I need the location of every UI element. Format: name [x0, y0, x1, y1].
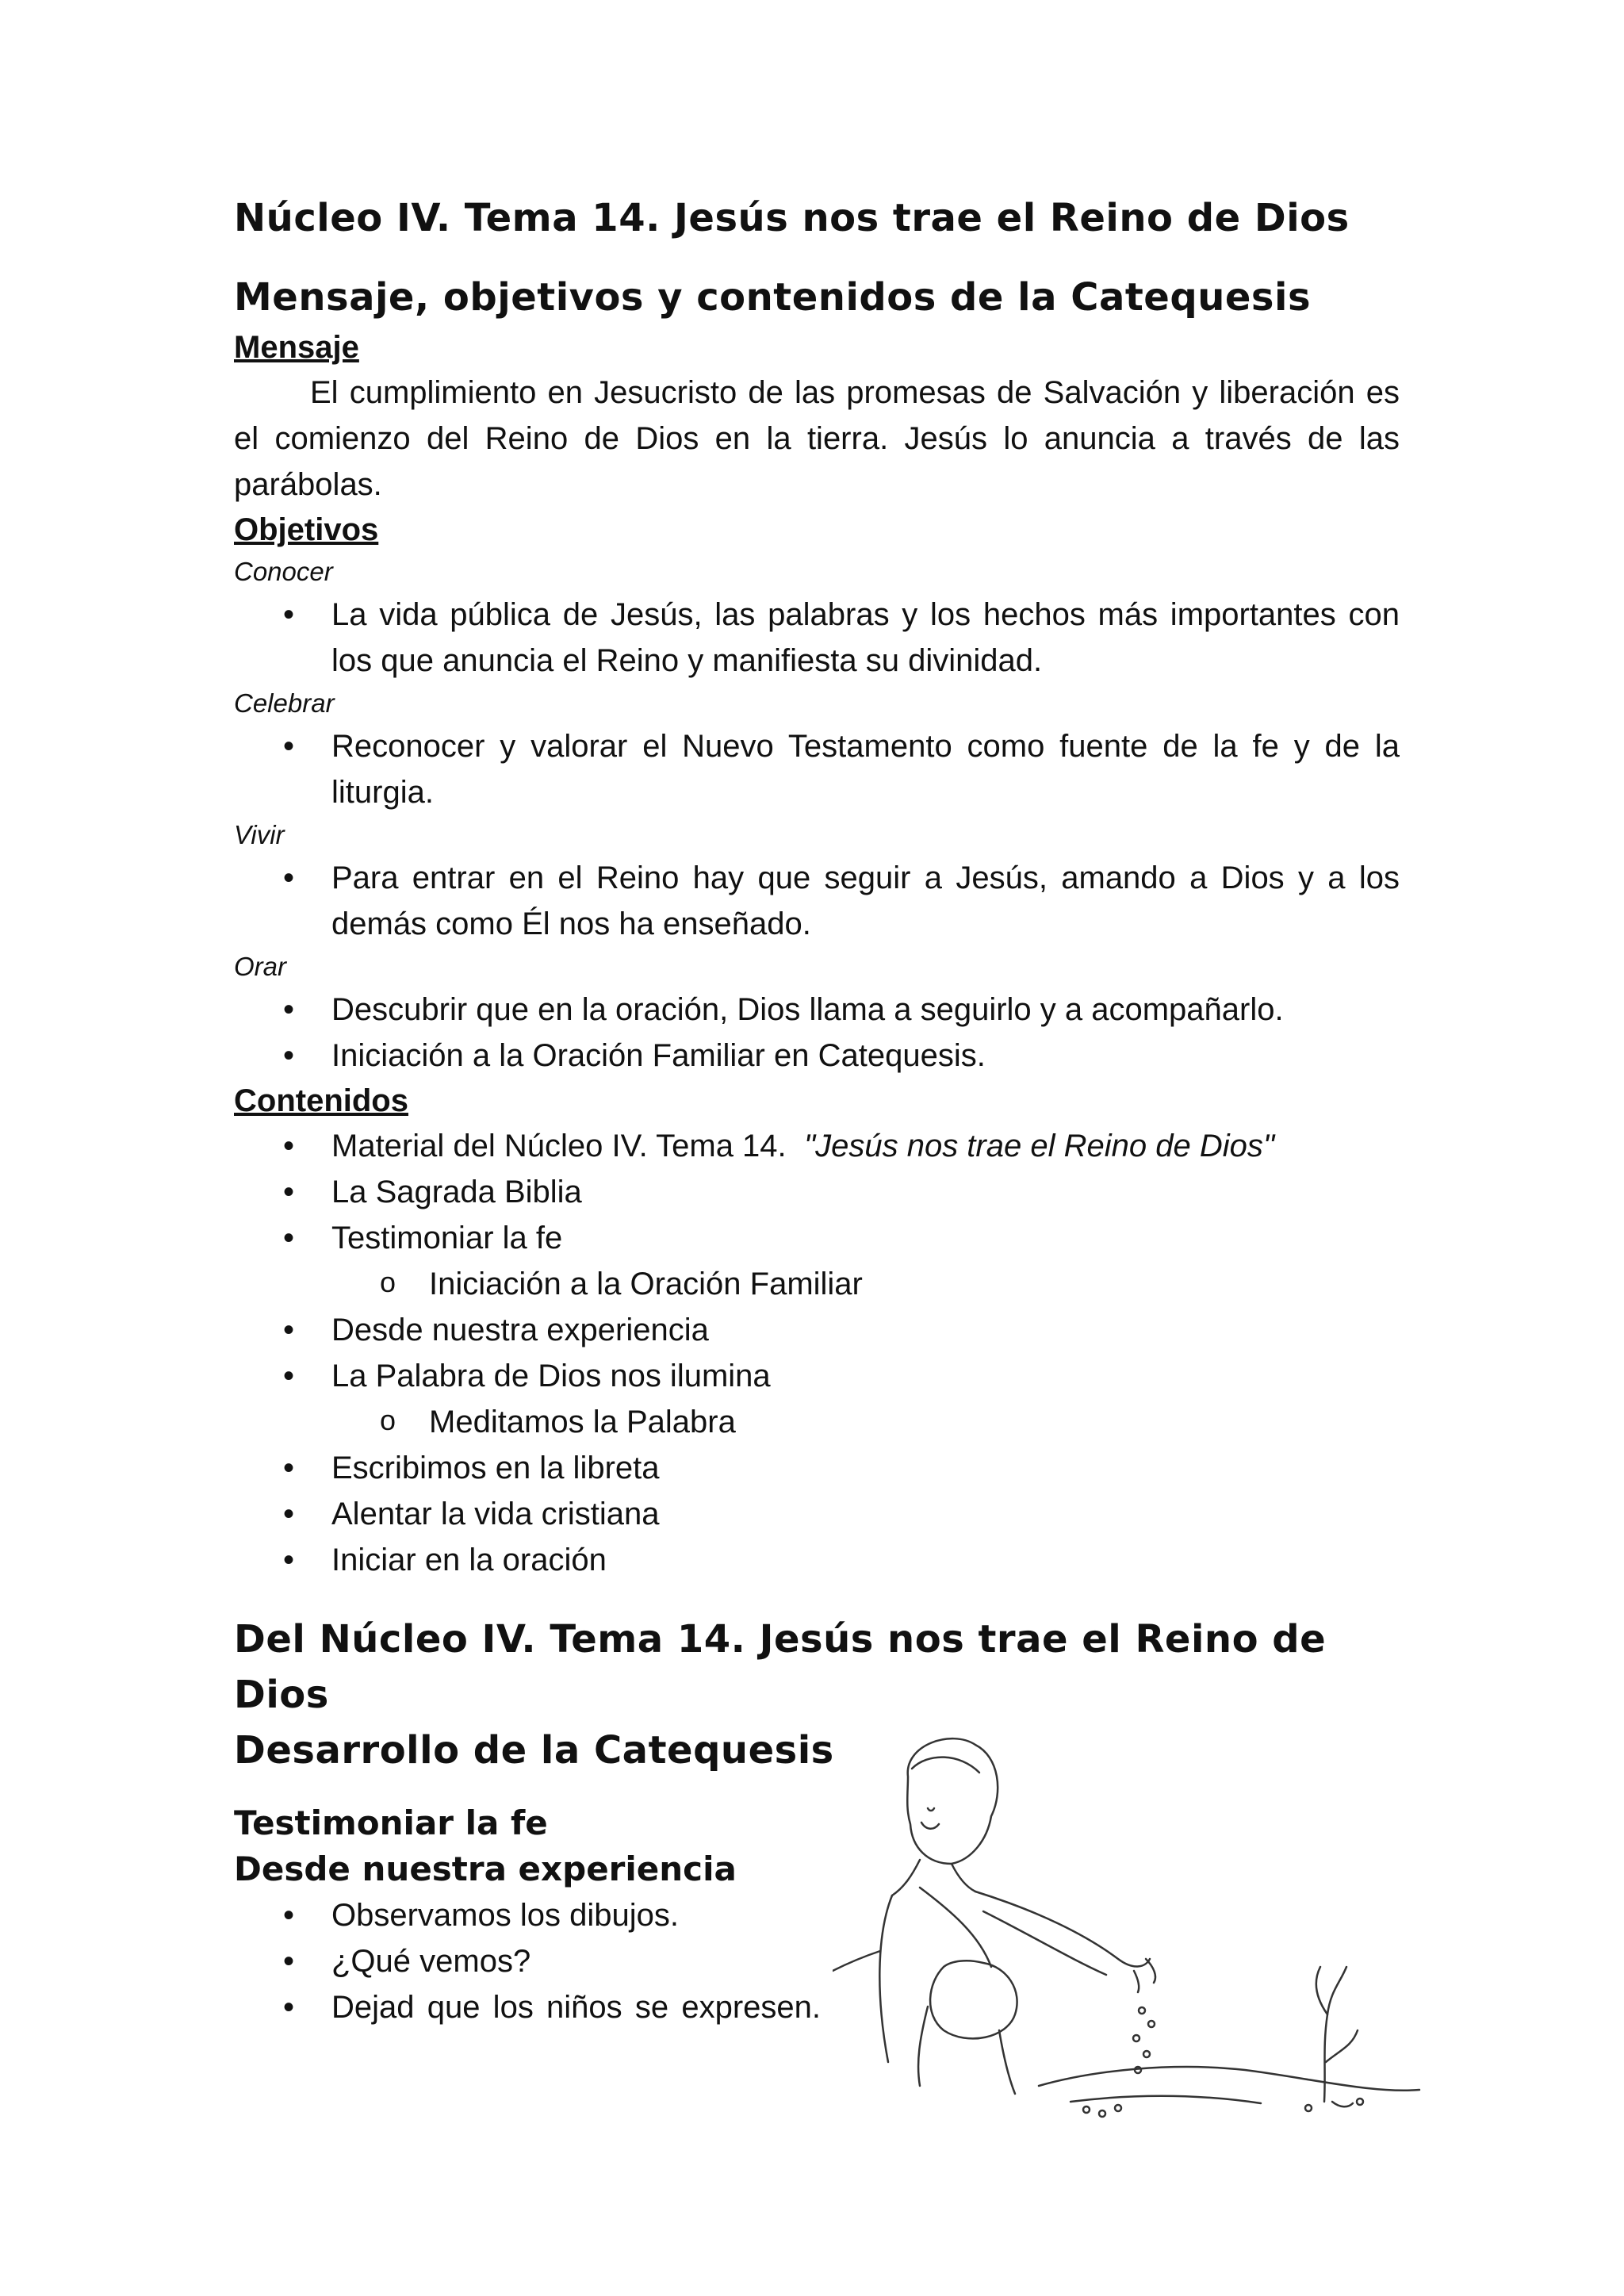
list-item: • Escribimos en la libreta: [234, 1445, 1400, 1491]
palabra-sublist: [234, 1399, 1400, 1445]
desarrollo-list: [234, 1892, 821, 2030]
list-item: [234, 1353, 1400, 1445]
list-item: [234, 1215, 1400, 1307]
objetivos-label: Objetivos: [234, 512, 379, 547]
list-item: • Iniciar en la oración: [234, 1537, 1400, 1583]
material-prefix: Material del Núcleo IV. Tema 14.: [331, 1129, 787, 1163]
list-item: • Dejad que los niños se expresen.: [234, 1984, 821, 2030]
sub-list-item: o Iniciación a la Oración Familiar: [234, 1261, 1400, 1307]
list-item: [234, 1123, 1400, 1169]
vivir-label: Vivir: [234, 820, 285, 849]
list-item: • Reconocer y valorar el Nuevo Testamento como fuente de la fe y de la liturgia.: [234, 723, 1400, 815]
testimoniar-heading: Testimoniar la fe: [234, 1803, 548, 1842]
section1-heading: Mensaje, objetivos y contenidos de la Catequesis: [234, 275, 1312, 320]
list-item: • Alentar la vida cristiana: [234, 1491, 1400, 1537]
vivir-list: [234, 855, 1400, 947]
list-item: • La Sagrada Biblia: [234, 1169, 1400, 1215]
contenidos-label: Contenidos: [234, 1083, 408, 1118]
contenidos-list: [234, 1123, 1400, 1583]
list-item: • Descubrir que en la oración, Dios llama a seguirlo y a acompañarlo.: [234, 987, 1400, 1033]
orar-label: Orar: [234, 952, 286, 981]
list-item: • La vida pública de Jesús, las palabras y los hechos más importantes con los que anuncia el Reino y manifiesta su divinidad.: [234, 592, 1400, 684]
testimoniar-label: Testimoniar la fe: [331, 1221, 563, 1255]
conocer-list: [234, 592, 1400, 684]
list-item: • Para entrar en el Reino hay que seguir a Jesús, amando a Dios y a los demás como Él nos ha enseñado.: [234, 855, 1400, 947]
material-title: "Jesús nos trae el Reino de Dios": [803, 1129, 1275, 1163]
palabra-label: La Palabra de Dios nos ilumina: [331, 1359, 771, 1393]
testimoniar-sublist: [234, 1261, 1400, 1307]
sower-illustration: [833, 1729, 1435, 2125]
section2-heading-line2: Desarrollo de la Catequesis: [234, 1728, 834, 1773]
orar-list: [234, 987, 1400, 1079]
mensaje-label: Mensaje: [234, 330, 359, 365]
document-title: Núcleo IV. Tema 14. Jesús nos trae el Reino de Dios: [234, 196, 1350, 240]
list-item: • Iniciación a la Oración Familiar en Catequesis.: [234, 1033, 1400, 1079]
list-item: • Observamos los dibujos.: [234, 1892, 821, 1938]
mensaje-text: El cumplimiento en Jesucristo de las promesas de Salvación y liberación es el comienzo del Reino de Dios en la tierra. Jesús lo anuncia a través de las parábolas.: [234, 375, 1400, 502]
list-item: • Desde nuestra experiencia: [234, 1307, 1400, 1353]
section2-heading-line1: Del Núcleo IV. Tema 14. Jesús nos trae el Reino de Dios: [234, 1617, 1327, 1717]
list-item: • ¿Qué vemos?: [234, 1938, 821, 1984]
celebrar-list: [234, 723, 1400, 815]
conocer-label: Conocer: [234, 557, 333, 586]
celebrar-label: Celebrar: [234, 688, 335, 718]
desde-heading: Desde nuestra experiencia: [234, 1849, 737, 1888]
sub-list-item: o Meditamos la Palabra: [234, 1399, 1400, 1445]
